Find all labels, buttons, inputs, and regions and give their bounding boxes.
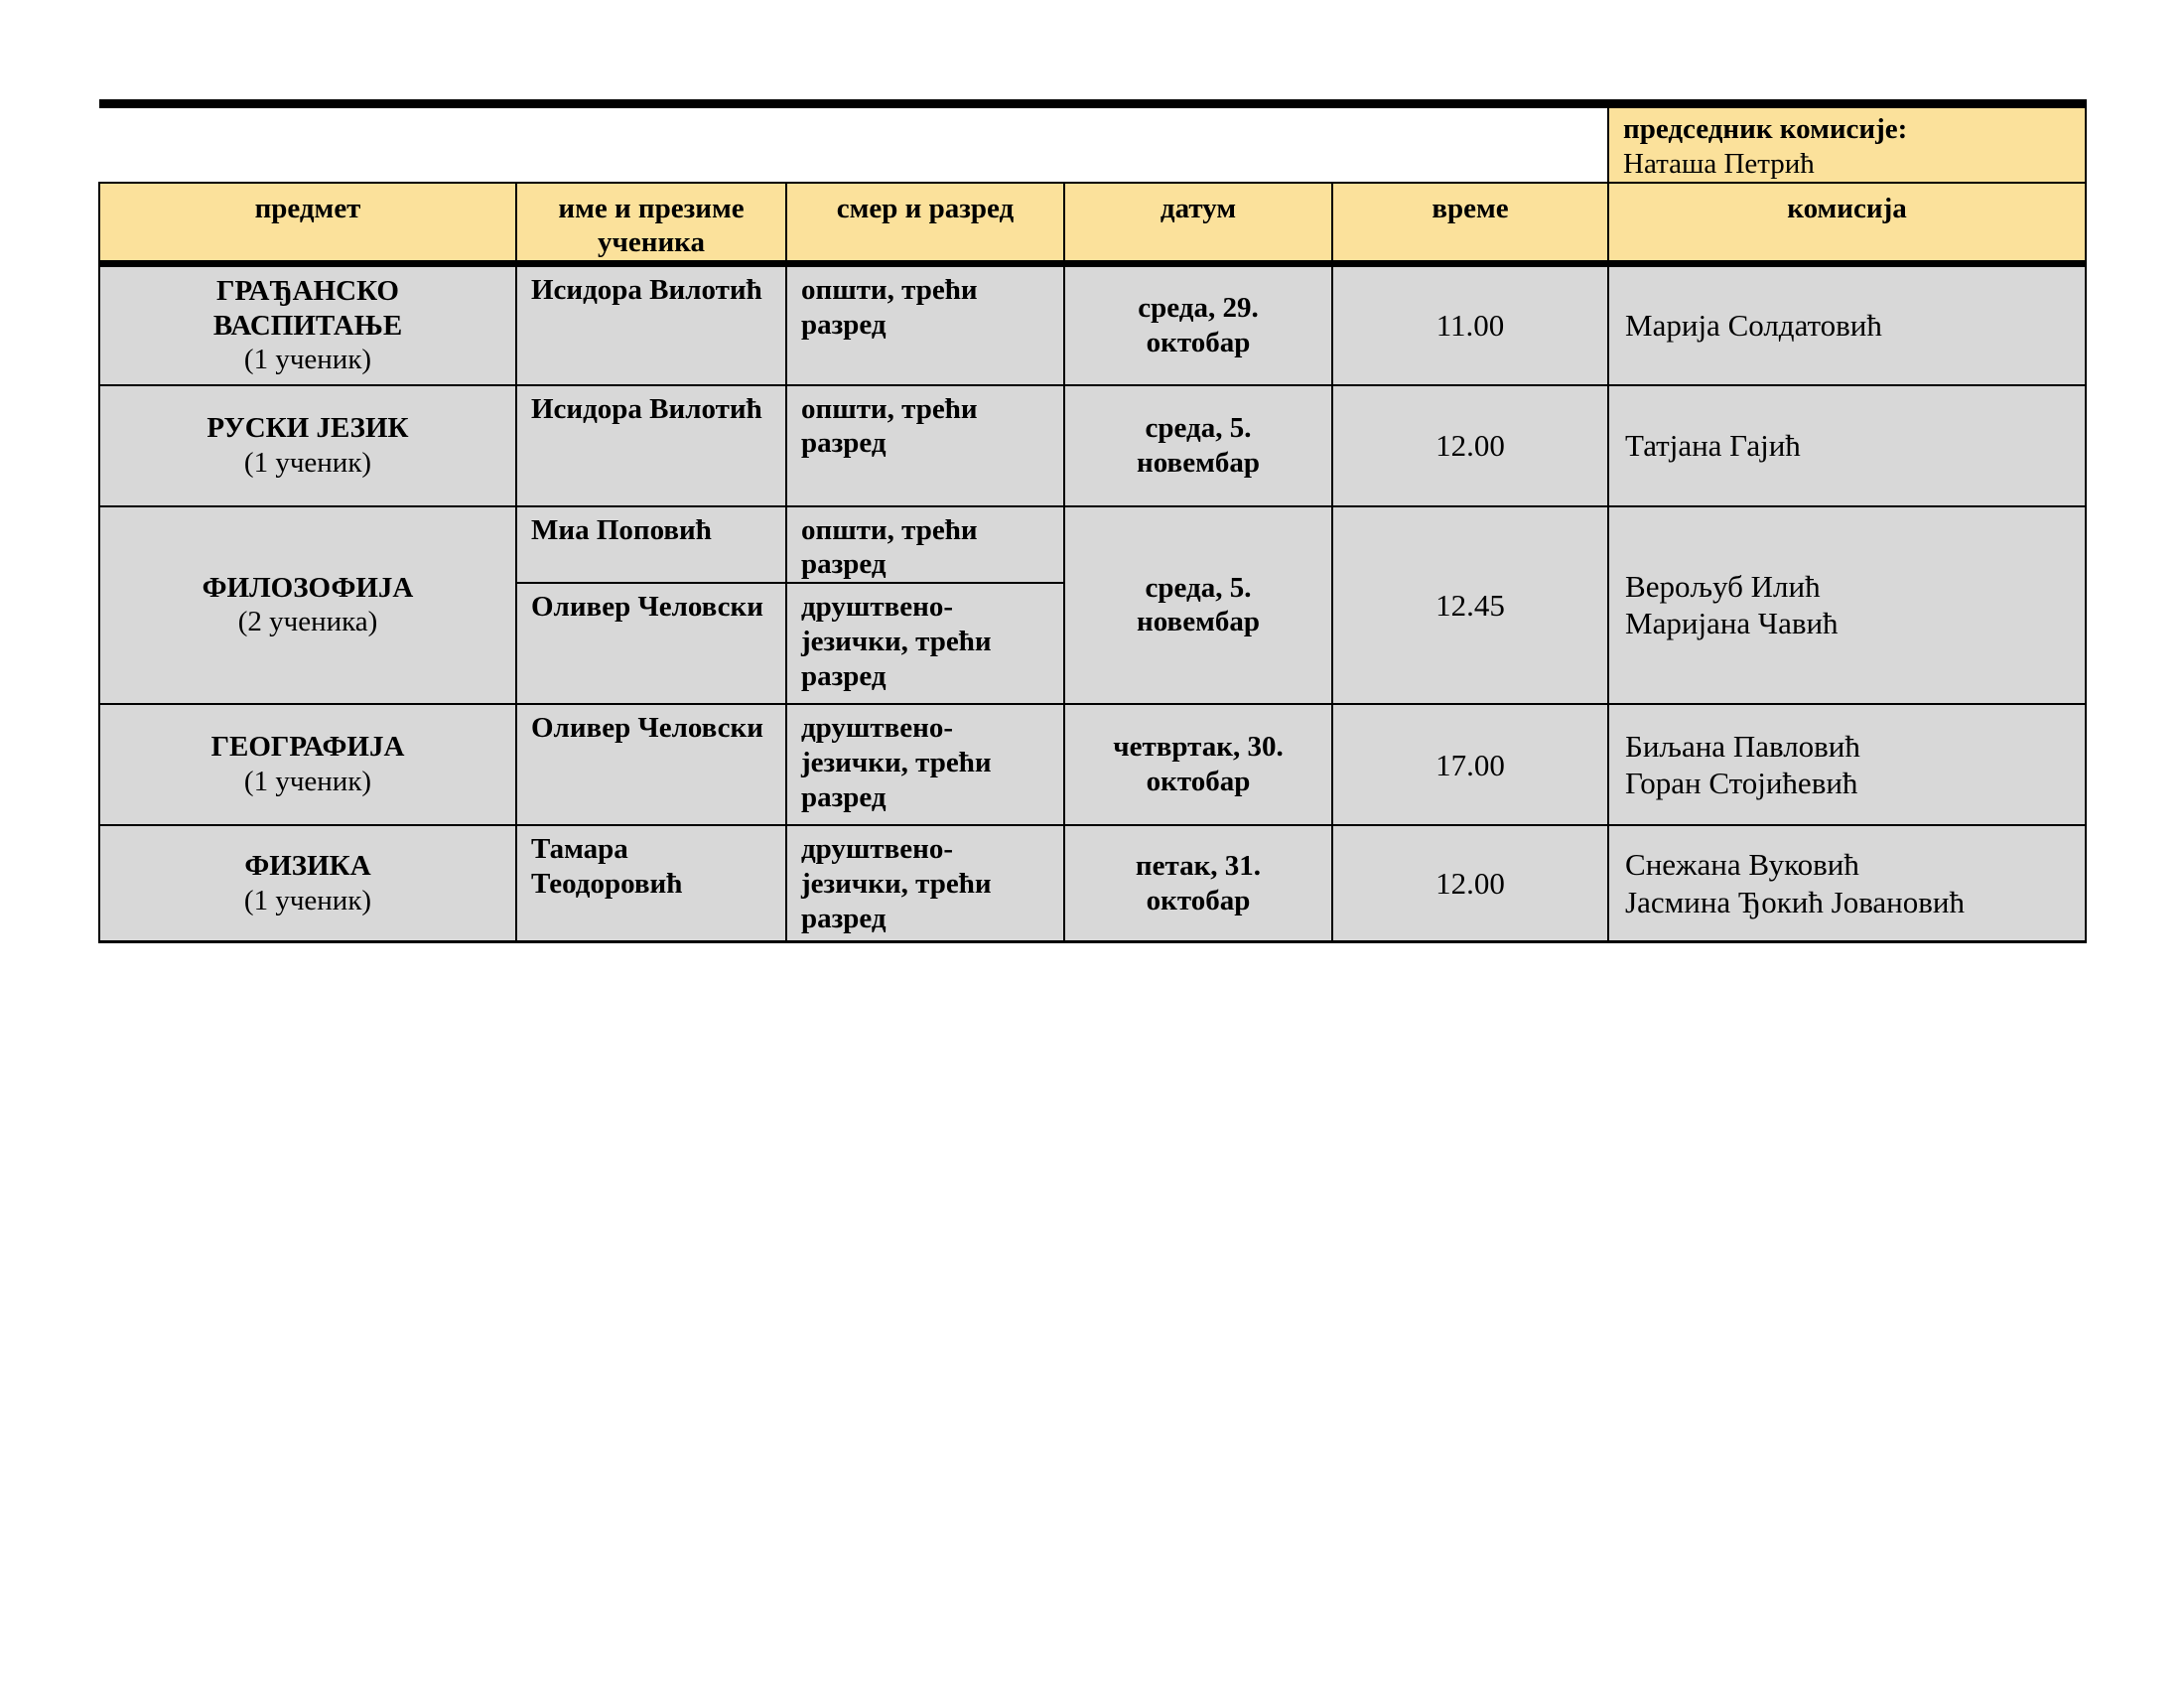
header-cell-subject: предмет — [99, 183, 516, 264]
date-line: петак, 31. — [1135, 849, 1262, 882]
committee-member: Снежана Вуковић — [1625, 847, 1859, 883]
subject-name: ГРАЂАНСКО ВАСПИТАЊЕ — [212, 274, 403, 342]
exam-schedule-table — [98, 99, 2087, 943]
chair-row — [99, 104, 2086, 183]
date-line: среда, 29. — [1138, 292, 1259, 325]
committee-cell — [1608, 825, 2086, 941]
subject-name: РУСКИ ЈЕЗИК — [206, 411, 409, 444]
time-cell: 11.00 — [1332, 264, 1608, 385]
subject-name: ФИЗИКА — [244, 849, 371, 882]
subject-cell — [99, 264, 516, 385]
date-line: среда, 5. — [1145, 411, 1252, 444]
committee-member: Биљана Павловић — [1625, 729, 1860, 765]
date-line: октобар — [1146, 884, 1251, 916]
committee-cell — [1608, 264, 2086, 385]
header-cell-student: име и презиме ученика — [516, 183, 786, 264]
header-cell-committee: комисија — [1608, 183, 2086, 264]
time-cell: 12.00 — [1332, 825, 1608, 941]
subject-cell — [99, 825, 516, 941]
header-cell-track: смер и разред — [786, 183, 1064, 264]
student-name-cell: Миа Поповић — [516, 506, 786, 584]
track-cell: друштвено-језички, трећи разред — [786, 583, 1064, 704]
committee-member: Татјана Гајић — [1625, 428, 1801, 464]
subject-cell — [99, 385, 516, 506]
subject-count: (1 ученик) — [243, 766, 372, 798]
table-row — [99, 506, 2086, 584]
committee-cell — [1608, 506, 2086, 705]
table-row — [99, 385, 2086, 506]
date-line: октобар — [1146, 326, 1251, 358]
student-name-cell: Тамара Теодоровић — [516, 825, 786, 941]
committee-member: Јасмина Ђокић Јовановић — [1625, 884, 1965, 919]
track-cell: друштвено-језички, трећи разред — [786, 704, 1064, 825]
top-spacer — [99, 104, 1608, 183]
student-name-cell: Оливер Человски — [516, 583, 786, 704]
subject-count: (1 ученик) — [243, 344, 372, 376]
date-line: четвртак, 30. — [1113, 731, 1284, 764]
header-cell-time: време — [1332, 183, 1608, 264]
date-line: среда, 5. — [1145, 571, 1252, 604]
track-cell: општи, трећи разред — [786, 506, 1064, 584]
subject-count: (1 ученик) — [243, 884, 372, 916]
table-row — [99, 264, 2086, 385]
header-cell-date: датум — [1064, 183, 1332, 264]
committee-cell — [1608, 385, 2086, 506]
subject-cell — [99, 704, 516, 825]
subject-count: (2 ученика) — [237, 606, 378, 638]
header-row — [99, 183, 2086, 264]
committee-member: Горан Стојићевић — [1625, 766, 1858, 801]
track-cell: друштвено-језички, трећи разред — [786, 825, 1064, 941]
track-cell: општи, трећи разред — [786, 385, 1064, 506]
date-cell — [1064, 385, 1332, 506]
committee-member: Верољуб Илић — [1625, 569, 1821, 605]
track-cell: општи, трећи разред — [786, 264, 1064, 385]
time-cell: 12.00 — [1332, 385, 1608, 506]
date-cell — [1064, 264, 1332, 385]
subject-name: ФИЛОЗОФИЈА — [202, 571, 414, 604]
student-name-cell: Исидора Вилотић — [516, 385, 786, 506]
time-cell: 17.00 — [1332, 704, 1608, 825]
date-line: октобар — [1146, 766, 1251, 798]
subject-count: (1 ученик) — [243, 446, 372, 479]
student-name-cell: Оливер Человски — [516, 704, 786, 825]
chair-name: Наташа Петрић — [1623, 147, 1815, 180]
time-cell: 12.45 — [1332, 506, 1608, 705]
committee-member: Марија Солдатовић — [1625, 308, 1882, 344]
date-cell — [1064, 704, 1332, 825]
committee-cell — [1608, 704, 2086, 825]
subject-name: ГЕОГРАФИЈА — [210, 731, 405, 764]
date-cell — [1064, 825, 1332, 941]
date-line: новембар — [1137, 446, 1260, 479]
date-line: новембар — [1137, 606, 1260, 638]
student-name-cell: Исидора Вилотић — [516, 264, 786, 385]
chair-cell — [1608, 104, 2086, 183]
committee-member: Маријана Чавић — [1625, 606, 1839, 641]
chair-label: председник комисије: — [1623, 113, 1908, 145]
table-row — [99, 704, 2086, 825]
date-cell — [1064, 506, 1332, 705]
table-row — [99, 825, 2086, 941]
subject-cell — [99, 506, 516, 705]
